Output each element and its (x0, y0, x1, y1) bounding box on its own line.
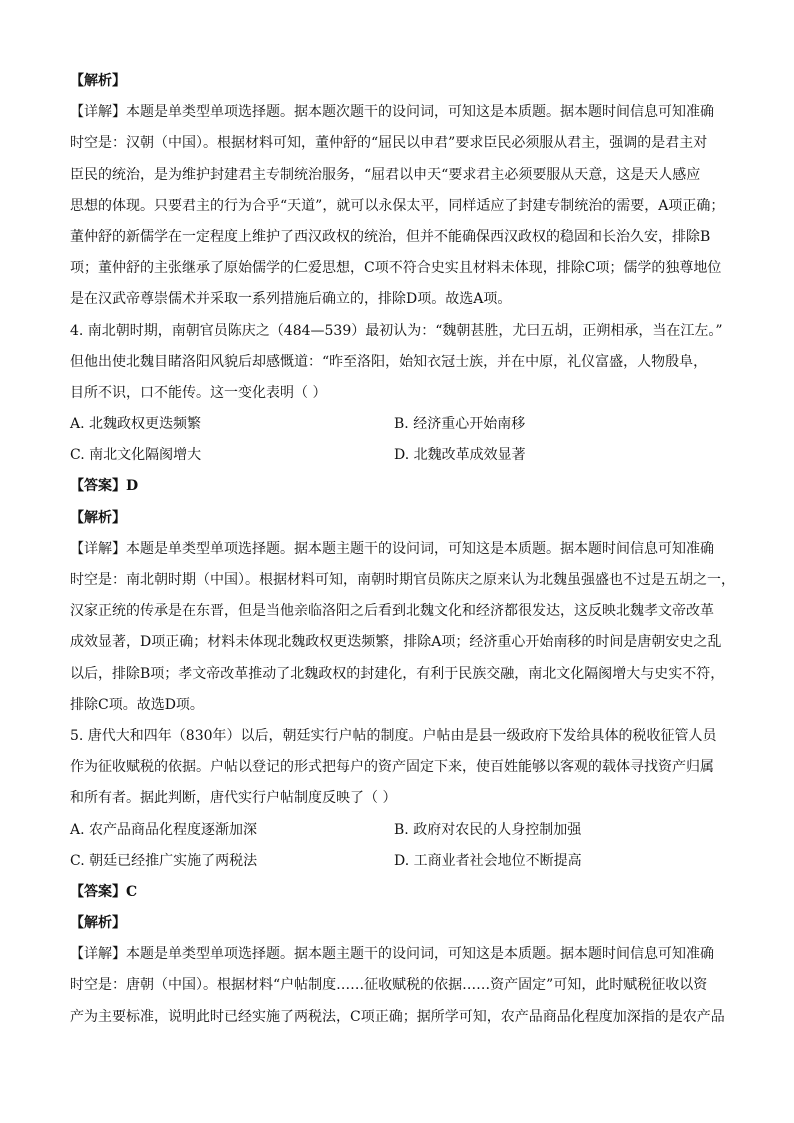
q5-stem-line: 5. 唐代大和四年（830年）以后，朝廷实行户帖的制度。户帖由是县一级政府下发给具体的税收征管人员 (70, 727, 717, 744)
q5-answer: 【答案】C (70, 883, 138, 900)
q4-option-b: B. 经济重心开始南移 (394, 416, 526, 433)
q5-options-row (70, 815, 736, 846)
q4-detail-line: 【详解】本题是单类型单项选择题。据本题主题干的设问词，可知这是本质题。据本题时间信息可知准确 (70, 540, 714, 557)
q3-detail-line: 思想的体现。只要君主的行为合乎“天道”，就可以永保太平，同样适应了封建专制统治的需要，A项正确； (70, 197, 725, 214)
q5-analysis-heading: 【解析】 (70, 915, 126, 932)
q4-stem-line: 目所不识，口不能传。这一变化表明（ ） (70, 384, 327, 401)
q3-detail-line: 董仲舒的新儒学在一定程度上维护了西汉政权的统治，但并不能确保西汉政权的稳固和长治久安，排除B (70, 228, 711, 245)
q5-option-c: C. 朝廷已经推广实施了两税法 (70, 852, 258, 869)
analysis-heading: 【解析】 (70, 73, 126, 89)
q5-options-row (70, 846, 736, 877)
q3-detail-line: 【详解】本题是单类型单项选择题。据本题次题干的设问词，可知这是本质题。据本题时间信息可知准确 (70, 104, 714, 121)
q5-stem-line: 和所有者。据此判断，唐代实行户帖制度反映了（ ） (70, 790, 397, 807)
q4-option-d: D. 北魏改革成效显著 (394, 447, 526, 464)
q4-answer: 【答案】D (70, 478, 139, 495)
q3-detail-line: 是在汉武帝尊崇儒术并采取一系列措施后确立的，排除D项。故选A项。 (70, 291, 512, 308)
q4-detail-line: 成效显著，D项正确；材料未体现北魏政权更迭频繁，排除A项；经济重心开始南移的时间是唐朝安史之乱 (70, 634, 722, 651)
q5-detail-line: 产为主要标准，说明此时已经实施了两税法，C项正确；据所学可知，农产品商品化程度加深指的是农产品 (70, 1008, 725, 1025)
q5-option-d: D. 工商业者社会地位不断提高 (394, 852, 582, 869)
q5-option-a: A. 农产品商品化程度逐渐加深 (70, 821, 258, 838)
q4-options-row (70, 440, 736, 471)
q4-stem-line: 4. 南北朝时期，南朝官员陈庆之（484—539）最初认为：“魏朝甚胜，尤曰五胡，正朔相承，当在江左。” (70, 322, 723, 339)
q4-option-c: C. 南北文化隔阂增大 (70, 447, 202, 464)
q4-options-row (70, 409, 736, 440)
q4-stem-line: 但他出使北魏目睹洛阳风貌后却感慨道：“昨至洛阳，始知衣冠士族，并在中原，礼仪富盛，人物殷阜， (70, 353, 708, 370)
q4-detail-line: 以后，排除B项；孝文帝改革推动了北魏政权的封建化，有利于民族交融，南北文化隔阂增大与史实不符， (70, 665, 725, 682)
q4-detail-line: 排除C项。故选D项。 (70, 696, 204, 713)
q4-analysis-heading: 【解析】 (70, 509, 126, 526)
q3-detail-line: 项；董仲舒的主张继承了原始儒学的仁爱思想，C项不符合史实且材料未体现，排除C项；儒学的独尊地位 (70, 260, 722, 277)
q5-stem-line: 作为征收赋税的依据。户帖以登记的形式把每户的资产固定下来，使百姓能够以客观的载体寻找资产归属 (70, 759, 714, 776)
q5-detail-line: 时空是：唐朝（中国）。根据材料“户帖制度……征收赋税的依据……资产固定”可知，此时赋税征收以资 (70, 977, 708, 994)
q4-detail-line: 汉家正统的传承是在东晋，但是当他亲临洛阳之后看到北魏文化和经济都很发达，这反映北魏孝文帝改革 (70, 603, 714, 620)
q3-detail-line: 时空是：汉朝（中国）。根据材料可知，董仲舒的“屈民以申君”要求臣民必须服从君主，强调的是君主对 (70, 135, 708, 152)
q5-detail-line: 【详解】本题是单类型单项选择题。据本题主题干的设问词，可知这是本质题。据本题时间信息可知准确 (70, 946, 714, 963)
q4-detail-line: 时空是：南北朝时期（中国）。根据材料可知，南朝时期官员陈庆之原来认为北魏虽强盛也不过是五胡之一， (70, 572, 735, 588)
q5-option-b: B. 政府对农民的人身控制加强 (394, 821, 582, 838)
q4-option-a: A. 北魏政权更迭频繁 (70, 416, 202, 433)
q3-detail-line: 臣民的统治，是为维护封建君主专制统治服务，“屈君以申天“要求君主必须要服从天意，这是天人感应 (70, 166, 701, 183)
